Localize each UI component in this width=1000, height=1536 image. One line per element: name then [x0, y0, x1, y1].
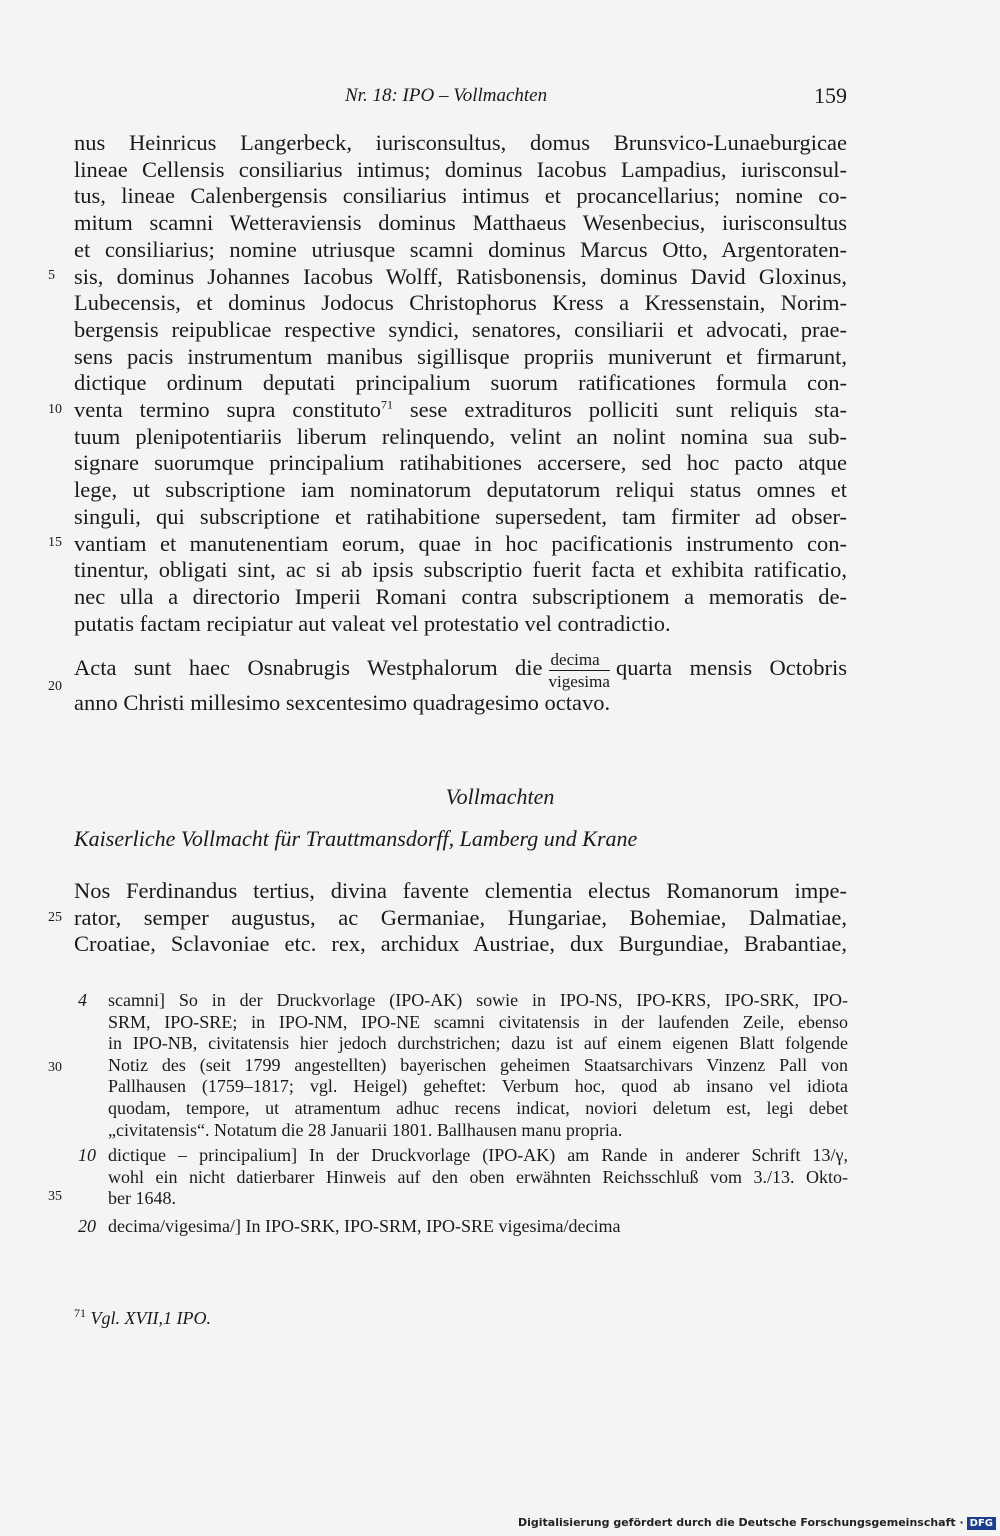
note-line: „civitatensis“. Notatum die 28 Januarii 1801. Ballhausen manu propria. [108, 1119, 623, 1140]
text-segment: sese extradituros polliciti sunt reliquis sta- [392, 397, 847, 423]
section-subtitle: Kaiserliche Vollmacht für Trauttmansdorff, Lamberg und Krane [74, 826, 638, 851]
dfg-logo: DFG [967, 1517, 996, 1530]
vollmacht-text [48, 878, 847, 958]
page-header [0, 83, 1000, 113]
note-line: SRM, IPO-SRE; in IPO-NM, IPO-NE scamni civitatensis in der laufenden Zeile, ebenso [108, 1011, 848, 1032]
section-title: Vollmachten [445, 784, 555, 809]
text-line: rator, semper augustus, ac Germaniae, Hungariae, Bohemiae, Dalmatiae, [74, 904, 847, 930]
fraction [549, 651, 610, 690]
line-number: 25 [48, 910, 62, 925]
acta-paragraph [48, 647, 847, 716]
note-line: scamni] So in der Druckvorlage (IPO-AK) sowie in IPO-NS, IPO-KRS, IPO-SRK, IPO- [108, 990, 848, 1010]
text-line: dictique ordinum deputati principalium suorum ratificationes formula con- [74, 370, 847, 396]
line-number: 15 [48, 535, 62, 550]
footnote-text: Vgl. XVII,1 IPO. [90, 1308, 211, 1328]
note-line: decima/vigesima/] In IPO-SRK, IPO-SRM, IPO-SRE vigesima/decima [108, 1215, 621, 1236]
note-reference: 10 [78, 1145, 96, 1166]
fraction-numerator: decima [549, 651, 610, 671]
text-line: sis, dominus Johannes Iacobus Wolff, Ratisbonensis, dominus David Gloxinus, [74, 263, 847, 289]
text-line: mitum scamni Wetteraviensis dominus Matthaeus Wesenbecius, iurisconsultus [74, 210, 847, 236]
line-number: 30 [48, 1060, 62, 1075]
footnote-71 [74, 1308, 211, 1329]
line-number: 20 [48, 679, 62, 694]
note-4 [78, 990, 848, 1141]
text-segment: venta termino supra constituto [74, 397, 381, 423]
page-number: 159 [814, 83, 847, 108]
text-line: singuli, qui subscriptione et ratihabitione supersedent, tam firmiter ad obser- [74, 503, 847, 529]
note-reference: 20 [78, 1215, 96, 1236]
text-line: nec ulla a directorio Imperii Romani contra subscriptionem a memoratis de- [74, 583, 847, 609]
note-10 [78, 1145, 848, 1210]
line-number: 5 [48, 268, 55, 283]
note-line: Notiz des (seit 1799 angestellten) bayerischen geheimen Staatsarchivars Vinzenz Pall von [108, 1054, 848, 1075]
note-line: quodam, tempore, ut atramentum adhuc recens indicat, noviori deletum est, legi debet [108, 1097, 848, 1118]
text-line: Nos Ferdinandus tertius, divina favente clementia electus Romanorum impe- [74, 878, 847, 903]
note-line: wohl ein nicht datierbarer Hinweis auf den oben erwähnten Reichsschluß vom 3./13. Okto- [108, 1166, 848, 1187]
note-line: dictique – principalium] In der Druckvorlage (IPO-AK) am Rande in anderer Schrift 13/γ, [108, 1145, 848, 1166]
note-20 [78, 1215, 848, 1238]
critical-apparatus [48, 990, 848, 1238]
text-line: putatis factam recipiatur aut valeat vel protestatio vel contradictio. [74, 610, 671, 636]
footnote-reference[interactable]: 71 [380, 397, 393, 412]
line-number: 35 [48, 1189, 62, 1204]
text-line: nus Heinricus Langerbeck, iurisconsultus, domus Brunsvico-Lunaeburgicae [74, 130, 847, 155]
text-line: vantiam et manutenentiam eorum, quae in hoc pacificationis instrumento con- [74, 530, 847, 556]
text-line: tuum plenipotentiariis liberum relinquendo, velint an nolint nomina sua sub- [74, 423, 847, 449]
note-line: Pallhausen (1759–1817; vgl. Heigel) geheftet: Verbum hoc, quod ab insano vel idiota [108, 1076, 848, 1097]
note-line: in IPO-NB, civitatensis hier jedoch durchstrichen; dazu ist auf einem eigenen Blatt folgende [108, 1033, 848, 1054]
running-title: Nr. 18: IPO – Vollmachten [345, 85, 548, 106]
note-line: ber 1648. [108, 1188, 176, 1209]
text-line: tinentur, obligati sint, ac si ab ipsis subscriptio fuerit facta et exhibita ratificatio, [74, 557, 847, 583]
text-line: Lubecensis, et dominus Jodocus Christophorus Kress a Kressenstain, Norim- [74, 290, 847, 316]
line-number: 10 [48, 402, 62, 417]
text-line: tus, lineae Calenbergensis consiliarius intimus et procancellarius; nomine co- [74, 183, 847, 209]
digitization-footer [518, 1516, 996, 1530]
text-line: lineae Cellensis consiliarius intimus; dominus Iacobus Lampadius, iurisconsul- [74, 156, 847, 182]
note-reference: 4 [78, 990, 87, 1010]
fraction-denominator: vigesima [548, 671, 610, 691]
text-line: bergensis reipublicae respective syndici, senatores, consiliarii et advocati, prae- [74, 316, 847, 342]
text-line: sens pacis instrumentum manibus sigillisque propriis muniverunt et firmarunt, [74, 343, 847, 369]
text-line: signare suorumque principalium ratihabitiones accersere, sed hoc pacto atque [74, 450, 847, 476]
footer-text: Digitalisierung gefördert durch die Deutsche Forschungsgemeinschaft · [517, 1516, 964, 1529]
text-line-with-footnote [74, 397, 847, 424]
text-line: Croatiae, Sclavoniae etc. rex, archidux Austriae, dux Burgundiae, Brabantiae, [74, 931, 847, 957]
text-line: lege, ut subscriptione iam nominatorum deputatorum reliqui status omnes et [74, 477, 847, 503]
text-line [74, 647, 847, 689]
text-segment: Acta sunt haec Osnabrugis Westphalorum die [74, 655, 543, 681]
footnote-mark: 71 [74, 1306, 86, 1320]
main-text [48, 130, 847, 716]
text-line: anno Christi millesimo sexcentesimo quadragesimo octavo. [74, 689, 611, 715]
text-segment: quarta mensis Octobris [615, 655, 847, 681]
text-line: et consiliarius; nomine utriusque scamni dominus Marcus Otto, Argentoraten- [74, 236, 847, 262]
